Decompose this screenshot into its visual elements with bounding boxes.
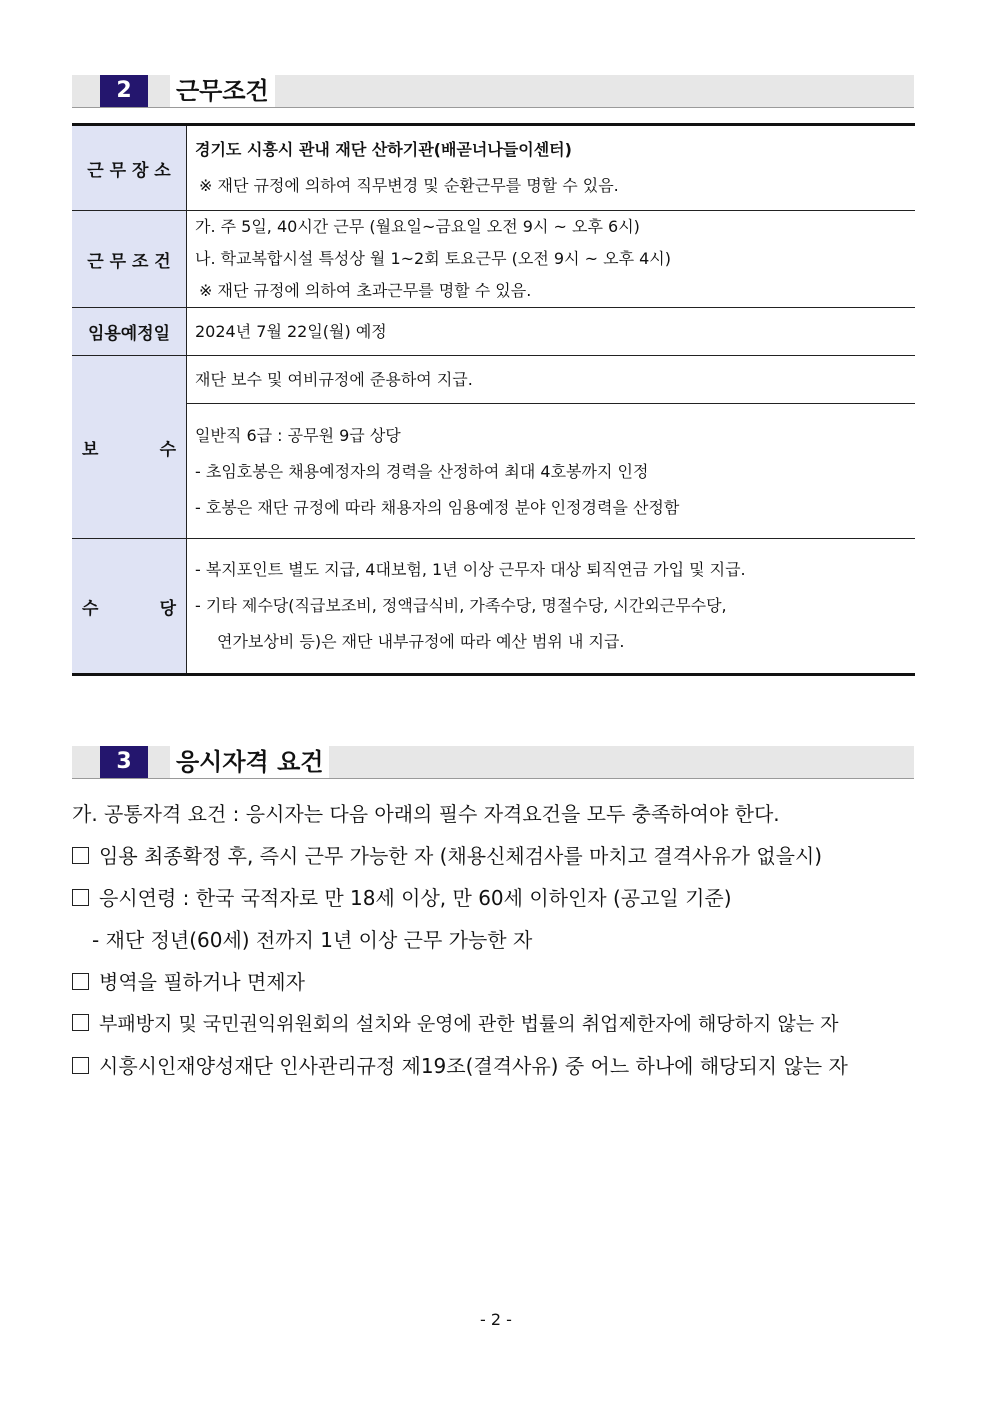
row-value-allowance (187, 539, 916, 675)
table-row (72, 125, 915, 211)
place-note: ※ 재단 규정에 의하여 직무변경 및 순환근무를 명할 수 있음. (199, 176, 619, 195)
checkbox-icon (72, 847, 89, 864)
requirement-item (72, 877, 932, 919)
requirement-subitem: - 재단 정년(60세) 전까지 1년 이상 근무 가능한 자 (92, 928, 533, 952)
section-title: 응시자격 요건 (170, 746, 329, 778)
requirement-text: 시흥시인재양성재단 인사관리규정 제19조(결격사유) 중 어느 하나에 해당되지 않는 자 (99, 1054, 848, 1078)
checkbox-icon (72, 889, 89, 906)
pay-details (195, 404, 915, 526)
terms-note: ※ 재단 규정에 의하여 초과근무를 명할 수 있음. (199, 281, 532, 300)
requirement-text: 부패방지 및 국민권익위원회의 설치와 운영에 관한 법률의 취업제한자에 해당하지 않는 자 (99, 1013, 839, 1035)
row-label-allowance (72, 539, 187, 675)
checkbox-icon (72, 1057, 89, 1074)
requirement-text: 응시연령 : 한국 국적자로 만 18세 이상, 만 60세 이하인자 (공고일 기준) (99, 886, 732, 910)
requirement-item (72, 835, 932, 877)
allowance-line-3: 연가보상비 등)은 재단 내부규정에 따라 예산 범위 내 지급. (217, 632, 625, 651)
row-label-pay (72, 356, 187, 539)
pay-line-4: - 호봉은 재단 규정에 따라 채용자의 임용예정 분야 인정경력을 산정함 (195, 498, 680, 517)
section-2-header (72, 75, 914, 109)
row-value-pay (187, 356, 916, 539)
row-label-terms: 근 무 조 건 (72, 211, 187, 308)
row-value-terms (187, 211, 916, 308)
allowance-label-a: 수 (82, 598, 99, 619)
place-line: 경기도 시흥시 관내 재단 산하기관(배곧너나들이센터) (195, 140, 572, 159)
requirements-intro: 가. 공통자격 요건 : 응시자는 다음 아래의 필수 자격요건을 모두 충족하여야 한다. (72, 802, 780, 826)
table-row (72, 356, 915, 539)
pay-line-2: 일반직 6급 : 공무원 9급 상당 (195, 426, 401, 445)
checkbox-icon (72, 973, 89, 990)
table-row (72, 539, 915, 675)
row-label-start: 임용예정일 (72, 308, 187, 356)
terms-line-2: 나. 학교복합시설 특성상 월 1~2회 토요근무 (오전 9시 ~ 오후 4시) (195, 249, 671, 268)
allowance-line-1: - 복지포인트 별도 지급, 4대보험, 1년 이상 근무자 대상 퇴직연금 가입 및 지급. (195, 560, 746, 579)
terms-line-1: 가. 주 5일, 40시간 근무 (월요일~금요일 오전 9시 ~ 오후 6시) (195, 217, 640, 236)
pay-label-b: 수 (159, 439, 176, 460)
allowance-label-b: 당 (159, 598, 176, 619)
requirement-item (72, 961, 932, 1003)
work-conditions-table (72, 123, 915, 676)
row-value-start (187, 308, 916, 356)
section-title: 근무조건 (170, 75, 275, 107)
checkbox-icon (72, 1014, 89, 1031)
pay-line-1: 재단 보수 및 여비규정에 준용하여 지급. (195, 370, 473, 389)
section-number: 3 (100, 746, 148, 778)
pay-label-a: 보 (82, 439, 99, 460)
section-number: 2 (100, 75, 148, 107)
requirement-text: 임용 최종확정 후, 즉시 근무 가능한 자 (채용신체검사를 마치고 결격사유가 없을시) (99, 844, 823, 868)
pay-line-3: - 초임호봉은 채용예정자의 경력을 산정하여 최대 4호봉까지 인정 (195, 462, 649, 481)
table-row (72, 211, 915, 308)
page-number: - 2 - (480, 1310, 512, 1329)
requirement-item (72, 1045, 932, 1087)
row-value-place (187, 125, 916, 211)
row-label-place: 근 무 장 소 (72, 125, 187, 211)
pay-subcell (187, 356, 915, 404)
table-row (72, 308, 915, 356)
allowance-line-2: - 기타 제수당(직급보조비, 정액급식비, 가족수당, 명절수당, 시간외근무수당, (195, 596, 727, 615)
requirement-item (72, 1003, 932, 1045)
section-3-header (72, 746, 914, 780)
start-date: 2024년 7월 22일(월) 예정 (195, 321, 387, 341)
requirement-text: 병역을 필하거나 면제자 (99, 970, 305, 994)
